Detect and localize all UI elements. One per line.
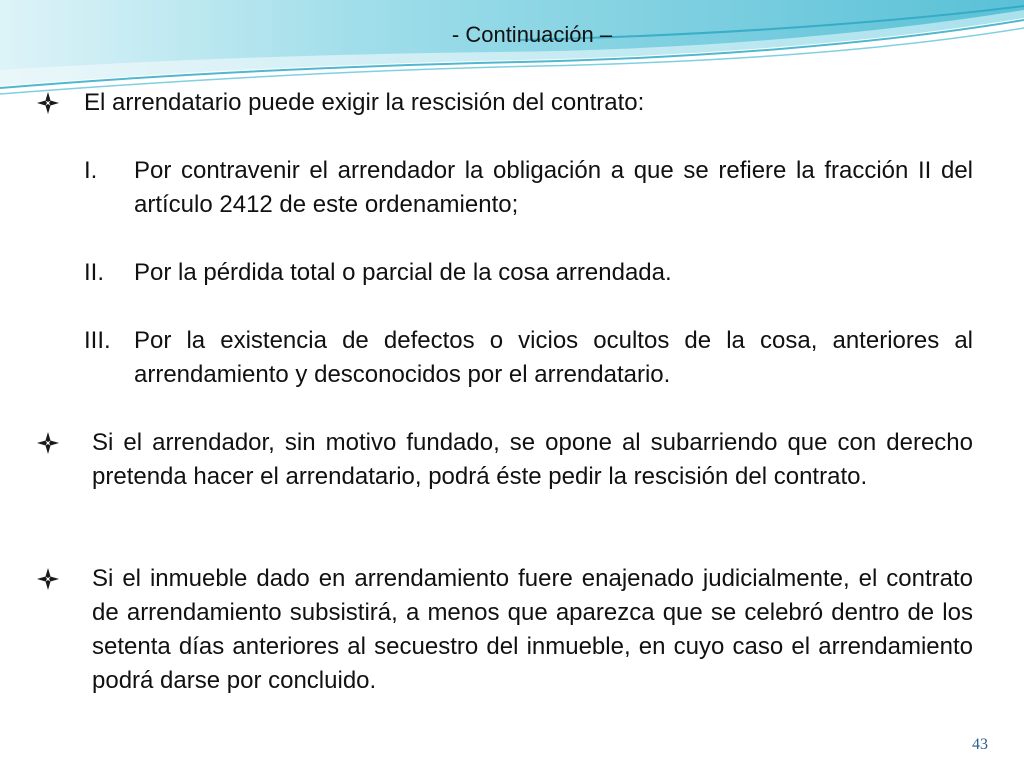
item-numeral: III. xyxy=(84,327,111,354)
slide-subtitle: - Continuación – xyxy=(451,22,613,47)
intro-text: El arrendatario puede exigir la rescisión del contrato: xyxy=(84,89,645,116)
item-numeral: I. xyxy=(84,157,98,184)
diamond-bullet-icon xyxy=(36,431,60,455)
diamond-bullet-icon xyxy=(36,567,60,591)
bullet-text: Si el inmueble dado en arrendamiento fuere enajenado judicialmente, el contrato de arrendamiento subsistirá, a menos que aparezca que se celebró dentro de los setenta días anteriores al secuestro del inmueble, en cuyo caso el arrendamiento podrá darse por concluido. xyxy=(92,565,973,694)
item-text: Por contravenir el arrendador la obligación a que se refiere la fracción II del artículo 2412 de este ordenamiento; xyxy=(134,157,973,218)
item-text: Por la existencia de defectos o vicios ocultos de la cosa, anteriores al arrendamiento y desconocidos por el arrendatario. xyxy=(134,327,973,388)
diamond-bullet-icon xyxy=(36,91,60,115)
item-numeral: II. xyxy=(84,259,105,286)
bullet-text: Si el arrendador, sin motivo fundado, se opone al subarriendo que con derecho pretenda hacer el arrendatario, podrá éste pedir la rescisión del contrato. xyxy=(92,429,973,490)
page-number: 43 xyxy=(972,736,988,753)
item-text: Por la pérdida total o parcial de la cosa arrendada. xyxy=(134,259,672,286)
